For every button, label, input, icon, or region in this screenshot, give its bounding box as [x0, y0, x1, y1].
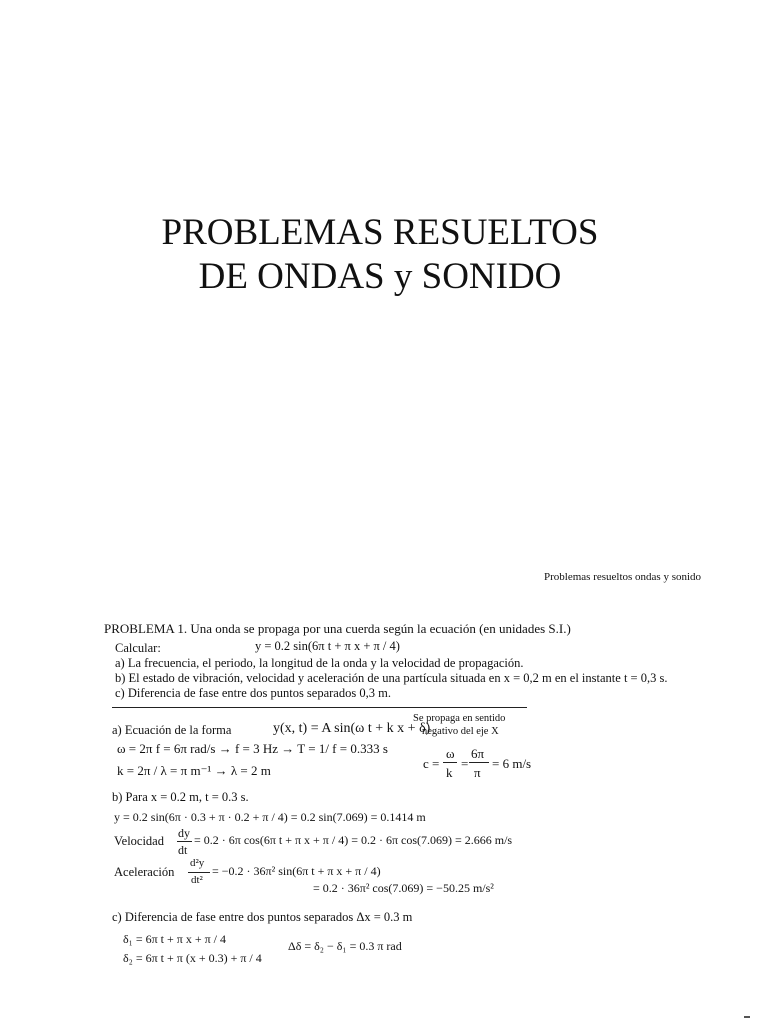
phase-difference-result: Δδ = δ₂ − δ₁ = 0.3 π rad [288, 939, 402, 953]
velocity-label: Velocidad [114, 834, 164, 848]
velocity-derivative-num: dy [178, 826, 190, 840]
acceleration-expression: = −0.2 · 36π² sin(6π t + π x + π / 4) [212, 864, 381, 878]
acceleration-result: = 0.2 · 36π² cos(7.069) = −50.25 m/s² [313, 881, 494, 895]
problem-statement: PROBLEMA 1. Una onda se propaga por una cuerda según la ecuación (en unidades S.I.) [104, 621, 571, 636]
document-title-line1: PROBLEMAS RESUELTOS [161, 212, 599, 253]
solution-b-label: b) Para x = 0.2 m, t = 0.3 s. [112, 790, 249, 804]
velocity-expression: = 0.2 · 6π cos(6π t + π x + π / 4) = 0.2 · 6π cos(7.069) = 2.666 m/s [194, 833, 513, 847]
wave-speed-frac2-num: 6π [471, 746, 485, 761]
fraction-bar [443, 762, 457, 763]
propagation-note-line1: Se propaga en sentido [413, 713, 506, 724]
running-header: Problemas resueltos ondas y sonido [544, 571, 702, 583]
phase-delta2: δ₂ = 6π t + π (x + 0.3) + π / 4 [123, 951, 262, 965]
fraction-bar [469, 762, 489, 763]
displacement-line: y = 0.2 sin(6π · 0.3 + π · 0.2 + π / 4) = 0.2 sin(7.069) = 0.1414 m [114, 810, 426, 824]
calcular-label: Calcular: [115, 641, 161, 655]
wave-equation: y = 0.2 sin(6π t + π x + π / 4) [255, 639, 400, 653]
wave-speed-lhs: c = [423, 756, 440, 771]
fraction-bar [177, 841, 192, 842]
wave-speed-rhs: = 6 m/s [492, 756, 532, 771]
acceleration-derivative-num: d²y [190, 857, 205, 869]
propagation-note-line2: negativo del eje X [422, 726, 499, 737]
wavenumber-wavelength: k = 2π / λ = π m⁻¹ → λ = 2 m [117, 763, 271, 778]
question-c: c) Diferencia de fase entre dos puntos separados 0,3 m. [115, 686, 391, 700]
section-divider [112, 707, 527, 708]
solution-c-label: c) Diferencia de fase entre dos puntos separados Δx = 0.3 m [112, 910, 413, 924]
acceleration-derivative-den: dt² [191, 874, 203, 886]
wave-speed-eq: = [461, 756, 469, 771]
document-title-line2: DE ONDAS y SONIDO [198, 256, 562, 297]
acceleration-label: Aceleración [114, 865, 175, 879]
velocity-derivative-den: dt [178, 843, 188, 857]
general-wave-form: y(x, t) = A sin(ω t + k x + δ) [273, 721, 431, 736]
question-a: a) La frecuencia, el periodo, la longitud de la onda y la velocidad de propagación. [115, 656, 524, 670]
wave-speed-frac2-den: π [474, 765, 481, 780]
wave-speed-frac1-den: k [446, 765, 453, 780]
solution-a-label: a) Ecuación de la forma [112, 723, 232, 737]
omega-frequency-period: ω = 2π f = 6π rad/s → f = 3 Hz → T = 1/ f = 0.333 s [117, 741, 388, 756]
phase-delta1: δ₁ = 6π t + π x + π / 4 [123, 932, 226, 946]
fraction-bar [188, 872, 210, 873]
page-edge-mark [744, 1016, 750, 1018]
wave-speed-frac1-num: ω [446, 746, 455, 761]
question-b: b) El estado de vibración, velocidad y aceleración de una partícula situada en x = 0,2 m en el instante t = 0,3 s. [115, 671, 668, 685]
